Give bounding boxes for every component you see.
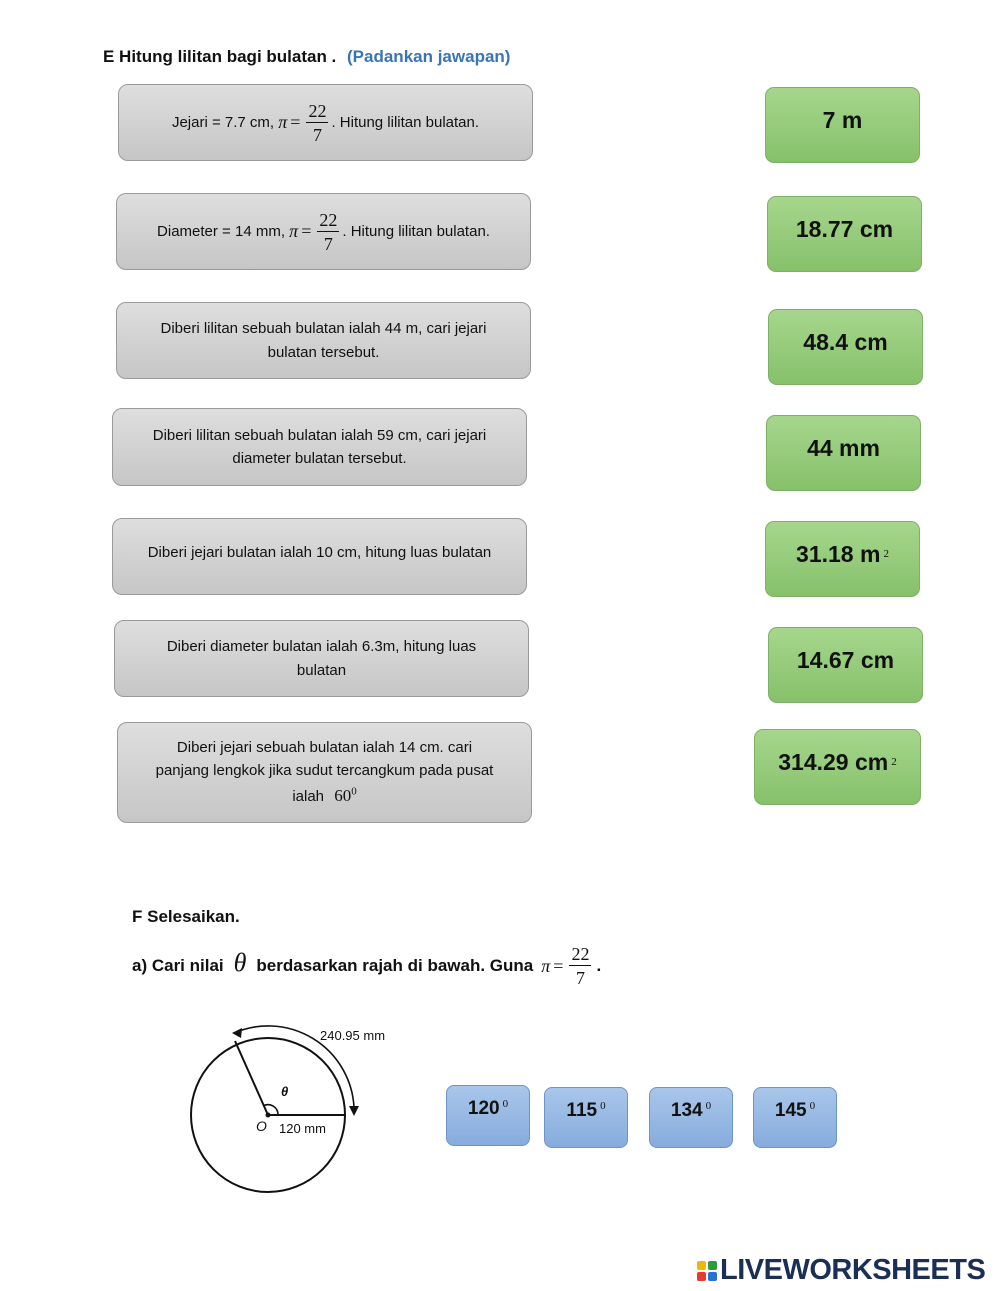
arrow-head-start	[232, 1028, 242, 1038]
pi-fraction	[317, 211, 339, 253]
question-6-text: Diberi diameter bulatan ialah 6.3m, hitung luas bulatan	[166, 638, 477, 679]
question-2-text: Diameter = 14 mm,	[157, 222, 285, 240]
section-f-question	[132, 945, 601, 987]
pi-fraction	[306, 102, 328, 144]
question-5-text: Diberi jejari bulatan ialah 10 cm, hitung luas bulatan	[147, 544, 492, 561]
question-box-2	[116, 193, 531, 270]
fraction-denominator: 7	[575, 968, 585, 988]
center-label: O	[256, 1118, 267, 1134]
answer-option-1[interactable]: 7 m	[765, 87, 920, 163]
theta-symbol: θ	[233, 948, 247, 977]
fraction-numerator: 22	[308, 100, 327, 121]
question-box-1	[118, 84, 533, 161]
arrow-head-end	[349, 1106, 359, 1116]
question-7-line-3	[292, 783, 356, 809]
equals-sign: =	[290, 111, 301, 132]
section-e-title: E Hitung lilitan bagi bulatan .	[103, 47, 337, 66]
arc-label: 240.95 mm	[320, 1028, 386, 1043]
fraction-numerator: 22	[571, 944, 590, 964]
question-2-suffix: . Hitung lilitan bulatan.	[342, 222, 490, 240]
question-box-5	[112, 518, 527, 595]
question-4-text: Diberi lilitan sebuah bulatan ialah 59 cm, cari jejari diameter bulatan tersebut.	[152, 426, 487, 467]
question-suffix: berdasarkan rajah di bawah. Guna	[256, 956, 534, 975]
answer-option-3[interactable]: 48.4 cm	[768, 309, 923, 385]
center-point	[266, 1113, 271, 1118]
fraction-numerator: 22	[319, 209, 338, 230]
question-7-line-1: Diberi jejari sebuah bulatan ialah 14 cm. cari	[176, 739, 473, 757]
fraction-denominator: 7	[323, 233, 333, 254]
question-1-text: Jejari = 7.7 cm,	[171, 113, 275, 131]
logo-mark-icon	[697, 1261, 717, 1281]
answer-option-5[interactable]: 31.18 m 2	[765, 521, 920, 597]
circle-diagram	[180, 1020, 410, 1200]
pi-symbol: π	[289, 220, 299, 241]
answer-option-4[interactable]: 44 mm	[766, 415, 921, 491]
equals-sign: =	[553, 955, 564, 976]
theta-option-3[interactable]: 134 $^0$	[649, 1087, 733, 1148]
theta-option-1[interactable]: 120 $^0$	[446, 1085, 530, 1146]
question-1-suffix: . Hitung lilitan bulatan.	[331, 113, 480, 131]
period: .	[596, 956, 602, 975]
answer-option-7[interactable]: 314.29 cm 2	[754, 729, 921, 805]
angle-value: $60^0$	[334, 784, 357, 805]
question-7-line-2: panjang lengkok jika sudut tercangkum pada pusat	[155, 762, 494, 780]
radius-angled	[235, 1041, 268, 1115]
answer-option-2[interactable]: 18.77 cm	[767, 196, 922, 272]
section-e-heading	[103, 47, 510, 67]
pi-symbol: π	[278, 111, 288, 132]
theta-option-4[interactable]: 145 $^0$	[753, 1087, 837, 1148]
answer-option-6[interactable]: 14.67 cm	[768, 627, 923, 703]
question-box-7	[117, 722, 532, 823]
question-7-ialah: ialah	[292, 787, 325, 805]
theta-label: θ	[281, 1084, 289, 1099]
question-prefix: a) Cari nilai	[132, 956, 224, 975]
pi-fraction	[569, 945, 591, 987]
fraction-denominator: 7	[312, 124, 322, 145]
superscript: 2	[891, 756, 897, 768]
pi-symbol: π	[541, 955, 551, 976]
theta-option-2[interactable]: 115 $^0$	[544, 1087, 628, 1148]
logo-text: LIVEWORKSHEETS	[720, 1254, 986, 1286]
equals-sign: =	[301, 220, 312, 241]
question-box-3	[116, 302, 531, 379]
section-e-hint: (Padankan jawapan)	[347, 47, 511, 66]
superscript: 2	[883, 548, 889, 560]
section-f-heading: F Selesaikan.	[132, 907, 240, 926]
question-3-text: Diberi lilitan sebuah bulatan ialah 44 m, cari jejari bulatan tersebut.	[160, 320, 487, 361]
question-box-4	[112, 408, 527, 486]
radius-label: 120 mm	[279, 1121, 326, 1136]
liveworksheets-logo	[697, 1254, 985, 1287]
question-box-6	[114, 620, 529, 697]
